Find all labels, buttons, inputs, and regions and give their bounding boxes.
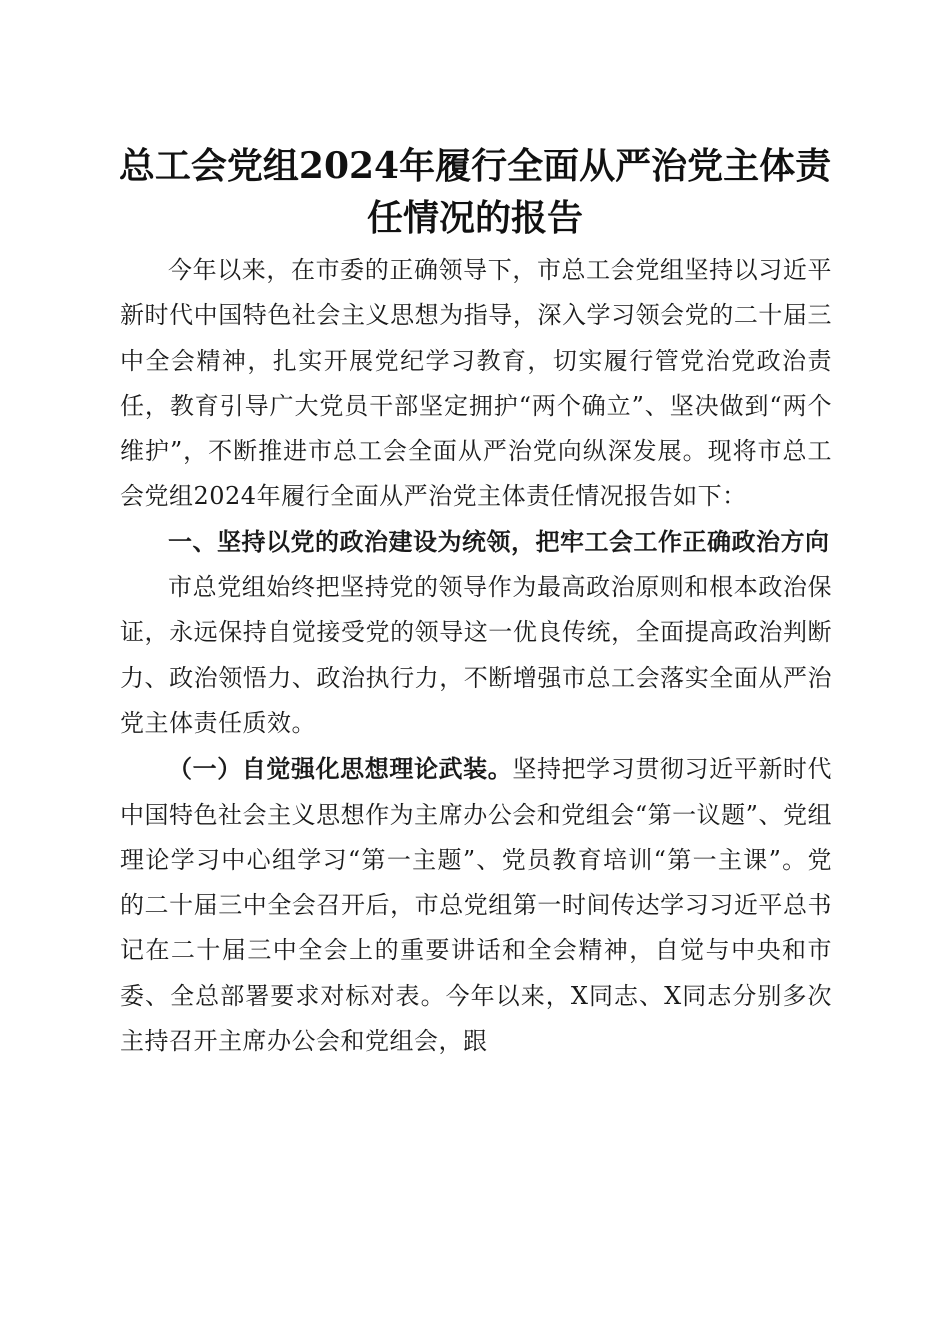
subsection-1-paragraph xyxy=(120,746,832,1064)
title-line-2: 任情况的报告 xyxy=(366,197,583,239)
document-title xyxy=(100,140,850,244)
title-line-1: 总工会党组2024年履行全面从严治党主体责 xyxy=(118,145,832,187)
section-1-paragraph: 市总党组始终把坚持党的领导作为最高政治原则和根本政治保证，永远保持自觉接受党的领导这一优良传统，全面提高政治判断力、政治领悟力、政治执行力，不断增强市总工会落实全面从严治党主体责任质效。 xyxy=(120,573,832,737)
subsection-1-text: 坚持把学习贯彻习近平新时代中国特色社会主义思想作为主席办公会和党组会“第一议题”、党组理论学习中心组学习“第一主题”、党员教育培训“第一主课”。党的二十届三中全会召开后，市总党组第一时间传达学习习近平总书记在二十届三中全会上的重要讲话和全会精神，自觉与中央和市委、全总部署要求对标对表。今年以来，X同志、X同志分别多次主持召开主席办公会和党组会，跟 xyxy=(120,755,833,1056)
subsection-1-label: （一）自觉强化思想理论武装。 xyxy=(168,754,513,784)
document-body xyxy=(120,248,832,1064)
section-1-heading: 一、坚持以党的政治建设为统领，把牢工会工作正确政治方向 xyxy=(168,527,830,556)
intro-paragraph: 今年以来，在市委的正确领导下，市总工会党组坚持以习近平新时代中国特色社会主义思想为指导，深入学习领会党的二十届三中全会精神，扎实开展党纪学习教育，切实履行管党治党政治责任，教育引导广大党员干部坚定拥护“两个确立”、坚决做到“两个维护”，不断推进市总工会全面从严治党向纵深发展。现将市总工会党组2024年履行全面从严治党主体责任情况报告如下： xyxy=(120,256,832,511)
